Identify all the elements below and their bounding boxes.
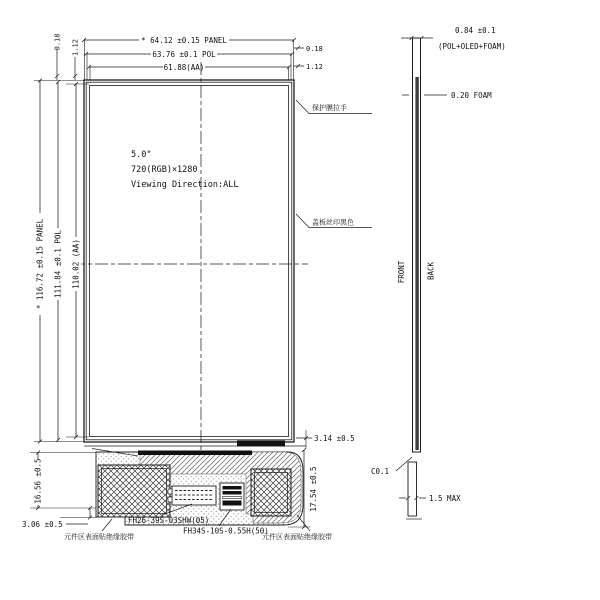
spec-size-label: 5.0" <box>131 150 152 160</box>
dim-top-left-1-label: 0.18 <box>53 33 62 51</box>
connector-fh26 <box>172 486 216 505</box>
connector-touch-label: FH34S-10S-0.55H(50) <box>183 526 269 536</box>
connector-fh34-bar <box>223 501 242 506</box>
connector-fh34-bar <box>223 491 242 495</box>
dim-bottom-height-label: 16.56 ±0.5 <box>33 458 43 504</box>
dim-ledge-label: 3.14 ±0.5 <box>314 434 355 443</box>
note-print-label: 盖板丝印黑色 <box>312 218 354 227</box>
panel-outline <box>84 80 294 442</box>
component-block-right <box>251 469 291 516</box>
dim-thickness-detail-label: (POL+OLED+FOAM) <box>438 42 506 51</box>
dim-top-right-1-label: 0.18 <box>306 45 323 53</box>
dim-width-panel-label: * 64.12 ±0.15 PANEL <box>141 36 227 45</box>
dim-top-left-2-label: 1.12 <box>71 39 80 56</box>
dim-height-aa-label: 110.02 (AA) <box>71 239 81 289</box>
fpc-assembly <box>64 441 332 542</box>
component-block-left <box>98 465 170 517</box>
chamfer-label: C0.1 <box>371 467 390 476</box>
note-tape-left-label: 元件区表面贴绝缘胶带 <box>64 533 134 541</box>
dim-fpc-height-label: 17.54 ±0.5 <box>309 466 318 512</box>
dim-width-aa-label: 61.88(AA) <box>163 63 205 72</box>
dim-height-panel-label: * 116.72 ±0.15 PANEL <box>35 218 45 310</box>
foam-layer <box>415 77 418 450</box>
connector-fh26-tab <box>168 489 172 494</box>
bonding-bar <box>138 451 252 456</box>
active-area-outline <box>90 86 289 437</box>
back-side-label: BACK <box>426 261 436 281</box>
dim-foam-label: 0.20 FOAM <box>451 91 492 100</box>
dim-line-tail <box>66 506 92 524</box>
side-view <box>371 26 506 519</box>
dim-top-right-2-label: 1.12 <box>306 63 323 71</box>
connector-fh34-bar <box>223 486 242 490</box>
fpc-tail-outline <box>408 462 417 516</box>
spec-resolution-label: 720(RGB)×1280 <box>131 165 198 175</box>
spec-viewing-label: Viewing Direction:ALL <box>131 180 239 190</box>
pol-outline <box>86 82 292 440</box>
dim-tail-label: 3.06 ±0.5 <box>22 520 63 529</box>
dim-thickness-label: 0.84 ±0.1 <box>455 26 496 35</box>
dim-height-pol-label: 111.84 ±0.1 POL <box>53 230 63 298</box>
leader-tape-right <box>297 515 310 531</box>
front-view <box>22 34 372 541</box>
dim-line-ledge <box>296 436 312 440</box>
dim-width-pol-label: 63.76 ±0.1 POL <box>152 50 216 59</box>
connector-main-label: FH26-39S-03SHW(05) <box>128 516 210 525</box>
leader-tape-left <box>102 519 112 531</box>
note-tape-right-label: 元件区表面贴绝缘胶带 <box>262 533 332 541</box>
front-side-label: FRONT <box>397 260 406 284</box>
extension-lines-top <box>85 40 294 80</box>
connector-fh26-tab <box>168 497 172 502</box>
note-film-label: 保护膜拉手 <box>312 104 347 112</box>
dim-fpc-max-label: 1.5 MAX <box>429 494 461 503</box>
dim-ticks-top-right <box>294 46 304 68</box>
